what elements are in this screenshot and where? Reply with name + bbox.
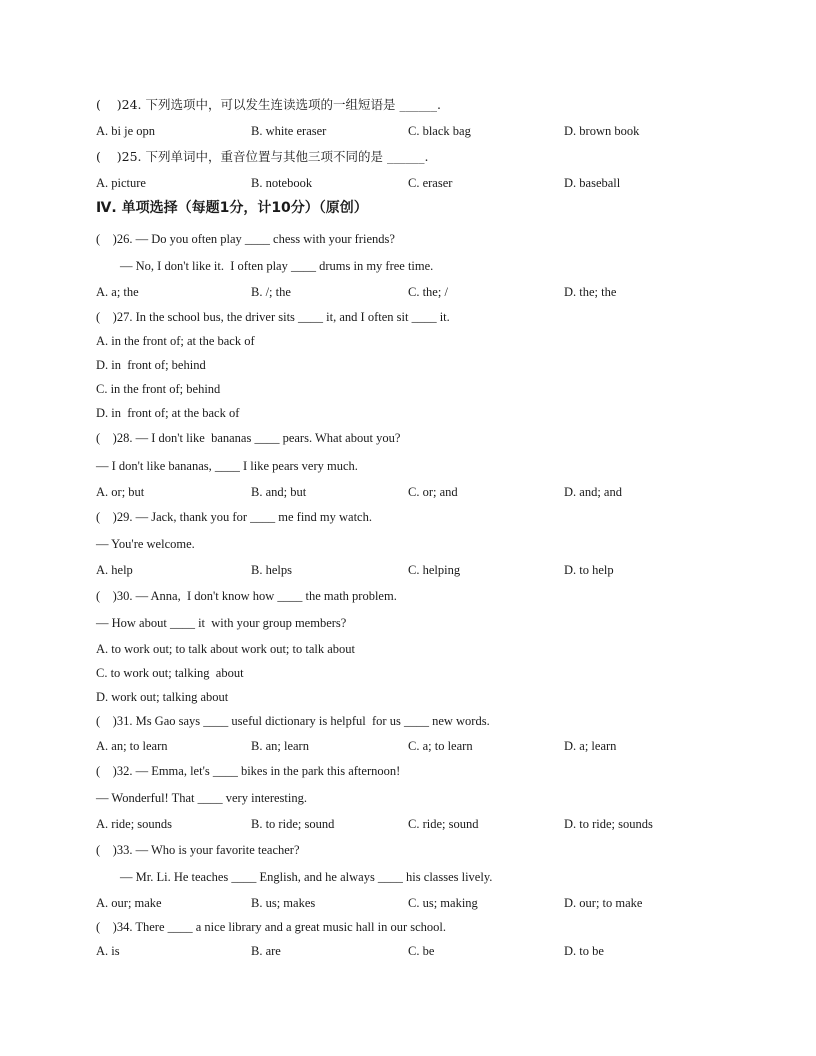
question-26-reply: — No, I don't like it. I often play ____ drums in my free time. [120, 259, 434, 273]
q30-option-2: C. to work out; talking about [96, 666, 244, 680]
question-32-reply: — Wonderful! That ____ very interesting. [96, 791, 307, 805]
q32-option-d: D. to ride; sounds [564, 817, 653, 831]
q29-option-c: C. helping [408, 563, 461, 577]
q24-option-c: C. black bag [408, 124, 471, 138]
q34-option-d: D. to be [564, 944, 604, 958]
q24-option-d: D. brown book [564, 124, 640, 138]
question-34-stem: ( )34. There ____ a nice library and a great music hall in our school. [96, 920, 447, 934]
q27-option-2: D. in front of; behind [96, 358, 206, 372]
q25-option-b: B. notebook [251, 176, 313, 190]
question-26-stem: ( )26. — Do you often play ____ chess with your friends? [96, 232, 395, 246]
q27-option-4: D. in front of; at the back of [96, 406, 240, 420]
q28-option-b: B. and; but [251, 485, 307, 499]
q31-option-c: C. a; to learn [408, 739, 473, 753]
q31-option-a: A. an; to learn [96, 739, 168, 753]
question-31-stem: ( )31. Ms Gao says ____ useful dictionary is helpful for us ____ new words. [96, 714, 490, 728]
q24-option-a: A. bi je opn [96, 124, 156, 138]
q31-option-d: D. a; learn [564, 739, 617, 753]
q32-option-b: B. to ride; sound [251, 817, 335, 831]
q24-option-b: B. white eraser [251, 124, 327, 138]
question-33-stem: ( )33. — Who is your favorite teacher? [96, 843, 300, 857]
q29-option-b: B. helps [251, 563, 292, 577]
q33-option-d: D. our; to make [564, 896, 643, 910]
q30-option-1: A. to work out; to talk about work out; to talk about [96, 642, 355, 656]
q28-option-a: A. or; but [96, 485, 145, 499]
question-24-stem: ( )24. 下列选项中，可以发生连读选项的一组短语是 ______. [96, 97, 441, 112]
question-28-stem: ( )28. — I don't like bananas ____ pears. What about you? [96, 431, 401, 445]
question-29-stem: ( )29. — Jack, thank you for ____ me find my watch. [96, 510, 372, 524]
q26-option-a: A. a; the [96, 285, 139, 299]
q25-option-a: A. picture [96, 176, 146, 190]
q34-option-a: A. is [96, 944, 120, 958]
question-30-stem: ( )30. — Anna, I don't know how ____ the math problem. [96, 589, 397, 603]
q34-option-c: C. be [408, 944, 435, 958]
q33-option-b: B. us; makes [251, 896, 316, 910]
q27-option-1: A. in the front of; at the back of [96, 334, 255, 348]
q31-option-b: B. an; learn [251, 739, 309, 753]
q27-option-3: C. in the front of; behind [96, 382, 221, 396]
question-30-reply: — How about ____ it with your group members? [96, 616, 347, 630]
q34-option-b: B. are [251, 944, 281, 958]
q25-option-d: D. baseball [564, 176, 621, 190]
q26-option-d: D. the; the [564, 285, 617, 299]
question-32-stem: ( )32. — Emma, let's ____ bikes in the park this afternoon! [96, 764, 401, 778]
q33-option-c: C. us; making [408, 896, 478, 910]
question-29-reply: — You're welcome. [96, 537, 195, 551]
q30-option-3: D. work out; talking about [96, 690, 229, 704]
question-33-reply: — Mr. Li. He teaches ____ English, and he always ____ his classes lively. [120, 870, 493, 884]
question-28-reply: — I don't like bananas, ____ I like pears very much. [96, 459, 358, 473]
q25-option-c: C. eraser [408, 176, 453, 190]
q28-option-d: D. and; and [564, 485, 622, 499]
q26-option-b: B. /; the [251, 285, 291, 299]
section-heading: Ⅳ. 单项选择（每题1分，计10分）（原创） [96, 200, 368, 216]
q28-option-c: C. or; and [408, 485, 458, 499]
question-25-stem: ( )25. 下列单词中，重音位置与其他三项不同的是 ______. [96, 149, 429, 164]
question-27-stem: ( )27. In the school bus, the driver sits ____ it, and I often sit ____ it. [96, 310, 450, 324]
q26-option-c: C. the; / [408, 285, 448, 299]
q29-option-a: A. help [96, 563, 133, 577]
q29-option-d: D. to help [564, 563, 614, 577]
q33-option-a: A. our; make [96, 896, 162, 910]
q32-option-a: A. ride; sounds [96, 817, 173, 831]
q32-option-c: C. ride; sound [408, 817, 479, 831]
